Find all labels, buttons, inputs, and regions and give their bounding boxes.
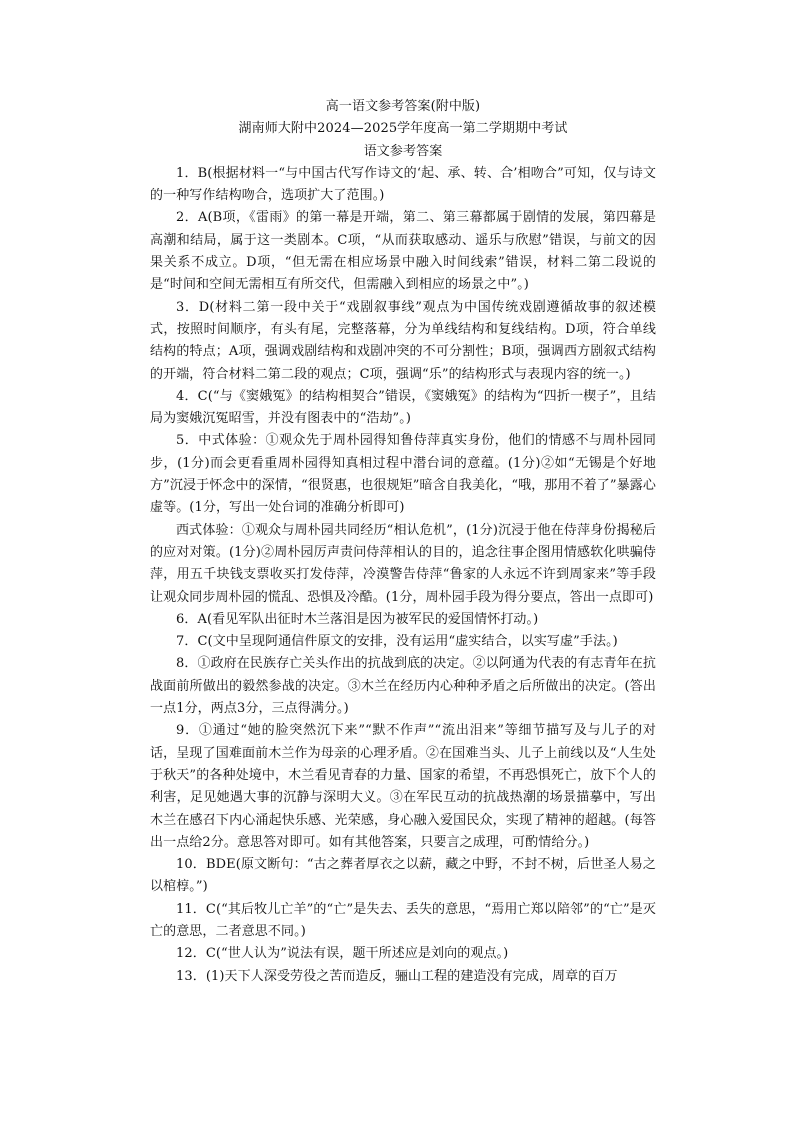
answer-8: 8．①政府在民族存亡关头作出的抗战到底的决定。②以阿通为代表的有志青年在抗战面前所做出的毅然参战的决定。③木兰在经历内心种种矛盾之后所做出的决定。(答出一点1分，两点3分，三点得满分。) <box>150 656 656 717</box>
answer-2: 2．A(B项，《雷雨》的第一幕是开端，第二、第三幕都属于剧情的发展，第四幕是高潮和结局，属于这一类剧本。C项，“从而获取感动、遥乐与欣慰”错误，与前文的因果关系不成立。D项，“但无需在相应场景中融入时间线索”错误，材料二第二段说的是“时间和空间无需相互有所交代，但需融入到相应的场景之中”。) <box>150 210 656 293</box>
answer-6: 6．A(看见军队出征时木兰落泪是因为被军民的爱国情怀打动。) <box>176 611 539 627</box>
answer-12: 12．C(“世人认为”说法有误，题干所述应是刘向的观点。) <box>176 946 509 962</box>
answer-10: 10．BDE(原文断句：“古之葬者厚衣之以薪，藏之中野，不封不树，后世圣人易之以棺椁。”) <box>150 857 656 895</box>
answer-7: 7．C(文中呈现阿通信件原文的安排，没有运用“虚实结合，以实写虚”手法。) <box>176 634 618 650</box>
exam-title: 湖南师大附中2024—2025学年度高一第二学期期中考试 <box>238 121 568 137</box>
answer-1: 1．B(根据材料一“与中国古代写作诗文的‘起、承、转、合’相吻合”可知，仅与诗文的一种写作结构吻合，选项扩大了范围。) <box>150 165 656 204</box>
answer-9: 9．①通过“她的脸突然沉下来”“默不作声”“流出泪来”等细节描写及与儿子的对话，呈现了国难面前木兰作为母亲的心理矛盾。②在国难当头、儿子上前线以及“人生处于秋天”的各种处境中，木兰看见青春的力量、国家的希望，不再恐惧死亡，放下个人的利害，足见她遇大事的沉静与深明大义。③在军民互动的抗战热潮的场景描摹中，写出木兰在感召下内心涌起快乐感、光荣感，身心融入爱国民众，实现了精神的超越。(每答出一点给2分。意思答对即可。如有其他答案，只要言之成理，可酌情给分。) <box>150 723 656 850</box>
answer-4: 4．C(“与《窦娥冤》的结构相契合”错误，《窦娥冤》的结构为“四折一楔子”，且结局为窦娥沉冤昭雪，并没有图表中的“浩劫”。) <box>150 388 656 427</box>
answer-3: 3．D(材料二第一段中关于“戏剧叙事线”观点为中国传统戏剧遵循故事的叙述模式，按照时间顺序，有头有尾，完整落幕，分为单线结构和复线结构。D项，符合单线结构的特点；A项，强调戏剧结构和戏剧冲突的不可分割性；B项，强调西方剧叙式结构的开端，符合材料二第二段的观点；C项，强调“乐”的结构形式与表现内容的统一。) <box>150 299 656 382</box>
answer-11: 11．C(“其后牧儿亡羊”的“亡”是失去、丢失的意思，“焉用亡郑以陪邻”的“亡”是灭亡的意思，二者意思不同。) <box>150 901 656 939</box>
answer-5-chinese-style: 5．中式体验：①观众先于周朴园得知鲁侍萍真实身份，他们的情感不与周朴园同步，(1分)而会更看重周朴园得知真相过程中潜台词的意蕴。(1分)②如“无锡是个好地方”沉浸于怀念中的深情，“很贤惠，也很规矩”暗含自我美化，“哦，那用不着了”暴露心虚等。(1分，写出一处台词的准确分析即可) <box>150 433 656 516</box>
answer-13: 13．(1)天下人深受劳役之苦而造反，骊山工程的建造没有完成，周章的百万 <box>176 968 618 984</box>
document-title: 高一语文参考答案(附中版) <box>325 99 481 114</box>
section-title: 语文参考答案 <box>363 143 443 159</box>
answer-page <box>150 96 656 988</box>
answer-5-western-style: 西式体验：①观众与周朴园共同经历“相认危机”，(1分)沉浸于他在侍萍身份揭秘后的应对对策。(1分)②周朴园厉声责问侍萍相认的目的，追念往事企图用情感软化哄骗侍萍，用五千块钱支票收买打发侍萍，冷漠警告侍萍“鲁家的人永远不许到周家来”等手段让观众同步周朴园的慌乱、恐惧及冷酷。(1分，周朴园手段为得分要点，答出一点即可) <box>150 522 656 605</box>
